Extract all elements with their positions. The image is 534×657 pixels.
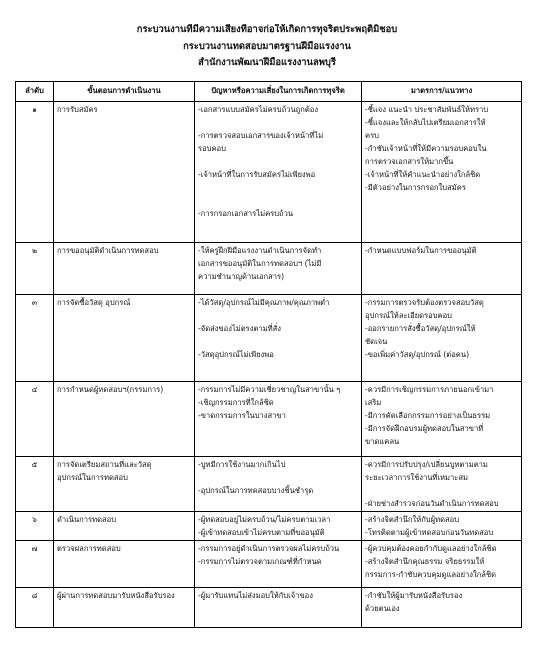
risk-line: -การตรวจสอบเอกสารของเจ้าหน้าที่ไม่	[198, 131, 324, 140]
measure-line: ครบ	[365, 131, 379, 140]
table-row	[16, 588, 522, 628]
measure-line: -ชี้แจงและให้กลับไปเตรียมเอกสารให้	[365, 118, 486, 127]
row-measures	[362, 457, 522, 512]
table-row	[16, 295, 522, 382]
measure-line: -เจ้าหน้าที่ให้คำแนะนำอย่างใกล้ชิด	[365, 170, 481, 179]
row-measures	[362, 588, 522, 628]
risk-line: -ผู้เข้าทดสอบเข้าไม่ครบตามที่ขออนุมัติ	[198, 528, 325, 537]
row-measures	[362, 295, 522, 382]
row-step	[54, 102, 195, 243]
step-line: ผู้ผ่านการทดสอบมารับหนังสือรับรอง	[57, 591, 175, 600]
row-step	[54, 382, 195, 457]
row-measures	[362, 102, 522, 243]
row-risks	[195, 382, 362, 457]
risk-line: -จัดส่งของไม่ตรงตามที่สั่ง	[198, 324, 282, 333]
table-row	[16, 382, 522, 457]
table-header-row	[16, 82, 522, 102]
spacer	[198, 194, 358, 207]
risk-line: -ผู้ทดสอบอยู่ไม่ครบถ้วน/ไม่ครบตามเวลา	[198, 515, 331, 524]
office-name: สำนักงานพัฒนาฝีมือแรงงานลพบุรี	[198, 57, 336, 68]
step-line: อุปกรณ์ในการทดสอบ	[57, 473, 128, 482]
row-risks	[195, 102, 362, 243]
table-row	[16, 512, 522, 541]
measure-line: -กำชับให้ผู้มารับหนังสือรับรอง	[365, 591, 463, 600]
measure-line: การตรวจเอกสารให้มากขึ้น	[365, 157, 454, 166]
measure-line: -สร้างจิตสำนึกให้กับผู้ทดสอบ	[365, 515, 460, 524]
measure-line: -ชี้แจง แนะนำ ประชาสัมพันธ์ให้ทราบ	[365, 105, 489, 114]
measure-line: -สร้างจิตสำนึกคุณธรรม จริยธรรมให้	[365, 557, 485, 566]
table-row	[16, 102, 522, 243]
row-measures	[362, 243, 522, 295]
spacer	[198, 309, 358, 322]
risk-line: -เจ้าหน้าที่ในการรับสมัครไม่เพียงพอ	[198, 170, 316, 179]
row-measures	[362, 512, 522, 541]
measure-line: -ผู้ควบคุมต้องคอยกำกับดูแลอย่างใกล้ชิด	[365, 544, 497, 553]
measure-line: -มีการคัดเลือกกรรมการอย่างเป็นธรรม	[365, 411, 491, 420]
row-number: ๖	[16, 512, 54, 541]
spacer	[198, 116, 358, 129]
measure-line: -ควรมีการปรับปรุง/เปลี่ยนบูทตามตาม	[365, 460, 488, 469]
step-line: การขออนุมัติดำเนินการทดสอบ	[57, 246, 159, 255]
risk-line: -กรรมการอยู่ดำเนินการตรวจผลไม่ครบถ้วน	[198, 544, 340, 553]
measure-line: -มีการจัดฝึกอบรมผู้ทดสอบในสาขาที่	[365, 424, 484, 433]
risk-line: -ผู้มารับแทนไม่ส่งมอบให้กับเจ้าของ	[198, 591, 313, 600]
row-step	[54, 457, 195, 512]
risk-line: -เชิญกรรมการที่ใกล้ชิด	[198, 398, 274, 407]
row-step	[54, 512, 195, 541]
measure-line: กรรมการ-กำชับควบคุมดูแลอย่างใกล้ชิด	[365, 570, 497, 579]
measure-line: -มีตัวอย่างในการกรอกใบสมัคร	[365, 183, 466, 192]
spacer	[198, 471, 358, 484]
row-risks	[195, 512, 362, 541]
spacer	[198, 335, 358, 348]
column-header-risk: ปัญหาหรือความเสี่ยงในการเกิดการทุจริต	[195, 82, 362, 102]
row-number: ๗	[16, 541, 54, 588]
risk-line: -กรรมการไม่มีความเชี่ยวชาญในสาขานั้น ๆ	[198, 385, 341, 394]
measure-line: ขาดแคลน	[365, 437, 400, 446]
row-measures	[362, 382, 522, 457]
process-name: กระบวนงานทดสอบมาตรฐานฝีมือแรงงาน	[183, 41, 351, 52]
measure-line: ด้วยตนเอง	[365, 604, 400, 613]
column-header-measure: มาตรการ/แนวทาง	[362, 82, 522, 102]
row-number: ๓	[16, 295, 54, 382]
measure-line: -ควรมีการเชิญกรรมการภายนอกเข้ามา	[365, 385, 494, 394]
measure-line: -กรรมการตรวจรับต้องตรวจสอบวัสดุ	[365, 298, 484, 307]
risk-line: -อุปกรณ์ในการทดสอบบางชิ้นชำรุด	[198, 486, 314, 495]
document-title: กระบวนงานที่มีความเสี่ยงที่อาจก่อให้เกิดการทุจริตประพฤติมิชอบ	[136, 24, 398, 35]
spacer	[198, 181, 358, 194]
row-risks	[195, 457, 362, 512]
measure-line: ระยะเวลาการใช้งานที่เหมาะสม	[365, 473, 469, 482]
measure-line: ชัดเจน	[365, 337, 388, 346]
table-row	[16, 243, 522, 295]
risk-line: -กรรมการไม่ตรวจตามเกณฑ์ที่กำหนด	[198, 557, 322, 566]
row-number: ๑	[16, 102, 54, 243]
measure-line: -ฝ่ายช่างสำรวจก่อนวันดำเนินการทดสอบ	[365, 499, 499, 508]
risk-line: -ได้วัสดุ/อุปกรณ์ไม่มีคุณภาพ/คุณภาพต่ำ	[198, 298, 330, 307]
column-header-number: ลำดับ	[16, 82, 54, 102]
step-line: การรับสมัคร	[57, 105, 98, 114]
risk-line: -วัสดุอุปกรณ์ไม่เพียงพอ	[198, 350, 274, 359]
row-measures	[362, 541, 522, 588]
step-line: ตรวจผลการทดสอบ	[57, 544, 121, 553]
column-header-step: ขั้นตอนการดำเนินงาน	[54, 82, 195, 102]
row-number: ๘	[16, 588, 54, 628]
spacer	[365, 484, 518, 497]
risk-line: รอบคอบ	[198, 144, 226, 153]
risk-line: -ขาดกรรมการในบางสาขา	[198, 411, 286, 420]
risk-line: -เอกสารแบบสมัครไม่ครบถ้วนถูกต้อง	[198, 105, 319, 114]
row-risks	[195, 541, 362, 588]
step-line: การจัดเตรียมสถานที่และวัสดุ	[57, 460, 152, 469]
step-line: การจัดซื้อวัสดุ อุปกรณ์	[57, 298, 131, 307]
row-risks	[195, 243, 362, 295]
measure-line: อุปกรณ์ให้ละเอียดรอบคอบ	[365, 311, 453, 320]
row-step	[54, 243, 195, 295]
risk-line: -ให้ครูฝึกฝีมือแรงงานดำเนินการจัดทำ	[198, 246, 322, 255]
row-number: ๒	[16, 243, 54, 295]
row-step	[54, 541, 195, 588]
risk-line: -การกรอกเอกสารไม่ครบถ้วน	[198, 209, 294, 218]
row-risks	[195, 295, 362, 382]
row-step	[54, 295, 195, 382]
measure-line: เสริม	[365, 398, 382, 407]
measure-line: -โทรติดตามผู้เข้าทดสอบก่อนวันทดสอบ	[365, 528, 494, 537]
risk-table	[15, 81, 522, 628]
table-body	[16, 102, 522, 628]
measure-line: -ขอเพิ่มค่าวัสดุ/อุปกรณ์ (ต่อคน)	[365, 350, 470, 359]
row-step	[54, 588, 195, 628]
risk-line: เอกสารขออนุมัติในการทดสอบฯ (ไม่มี	[198, 259, 322, 268]
measure-line: -กำหนดแบบฟอร์มในการขออนุมัติ	[365, 246, 477, 255]
measure-line: -ออกรายการสั่งซื้อวัสดุ/อุปกรณ์ให้	[365, 324, 476, 333]
row-risks	[195, 588, 362, 628]
step-line: การกำหนดผู้ทดสอบฯ(กรรมการ)	[57, 385, 164, 394]
step-line: ดำเนินการทดสอบ	[57, 515, 117, 524]
row-number: ๕	[16, 457, 54, 512]
measure-line: -กำชับเจ้าหน้าที่ให้มีความรอบคอบใน	[365, 144, 487, 153]
table-row	[16, 541, 522, 588]
row-number: ๔	[16, 382, 54, 457]
spacer	[198, 155, 358, 168]
risk-line: ความชำนาญด้านเอกสาร)	[198, 272, 285, 281]
table-row	[16, 457, 522, 512]
risk-line: -บูทมีการใช้งานมากเกินไป	[198, 460, 286, 469]
